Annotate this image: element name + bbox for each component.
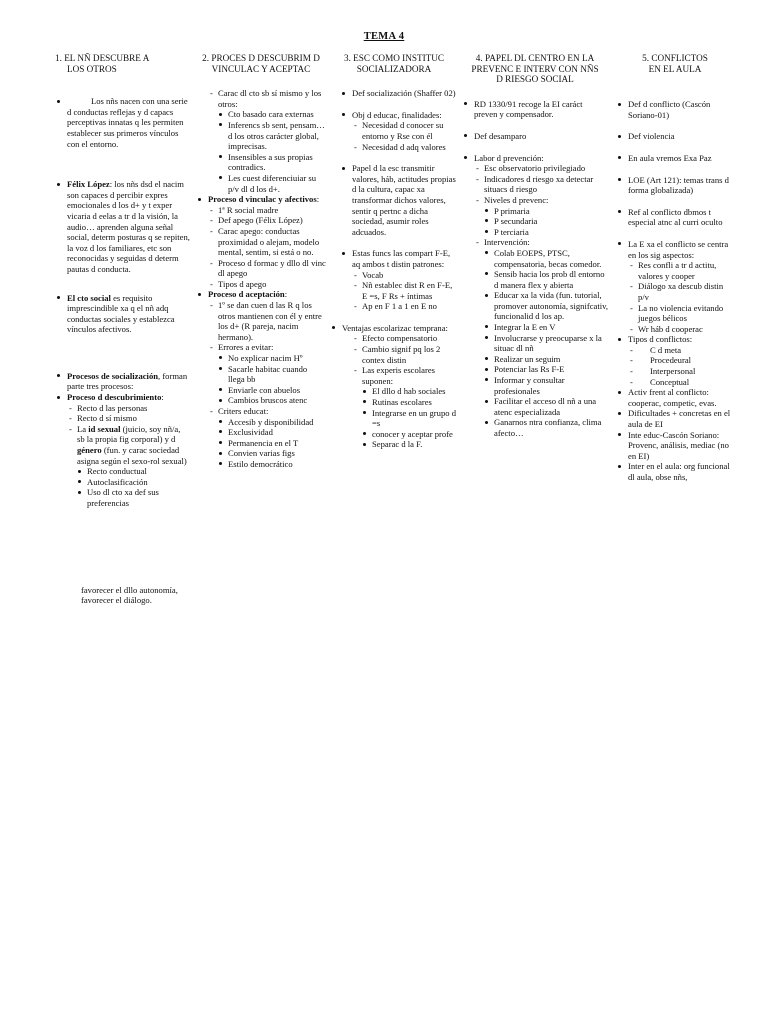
item-no-violencia: - La no violencia evitando juegos bélicos bbox=[626, 303, 734, 324]
item-separac: Separac d la F. bbox=[360, 439, 458, 450]
item-recto-personas: - Recto d las personas bbox=[65, 403, 190, 414]
column-5-heading-line-2: EN EL AULA bbox=[648, 63, 702, 74]
item-estilo-democratico: Estilo democrático bbox=[216, 459, 326, 470]
felix-lopez-text: : los nñs dsd el nacim son capaces d percibir expres emocionales d los d+ y t exper vicaria d eelas a tr d la visión, la audio… aprenden alguna señal social, determ posturas q se repiten, la voz d los familiares, etc son reconocidas y seguidas d determ pautas d conducta. bbox=[67, 179, 190, 274]
id-sexual-post: (fun. y carac sociedad asigna según el sexo-rol sexual) bbox=[77, 445, 187, 466]
item-efecto-compensatorio: - Efecto compensatorio bbox=[350, 333, 458, 344]
tail-line-1: favorecer el dllo autonomía, bbox=[81, 584, 178, 595]
item-esc-observatorio: - Esc observatorio privilegiado bbox=[472, 163, 608, 174]
column-4-heading-line-2: PREVENC E INTERV CON NÑS bbox=[471, 63, 599, 74]
item-proceso-formac: - Proceso d formac y dllo dl vinc dl apego bbox=[206, 258, 326, 279]
bullet-def-socializacion: Def socialización (Shaffer 02) bbox=[340, 88, 458, 99]
item-tipos-apego: - Tipos d apego bbox=[206, 279, 326, 290]
intro-text: Los nñs nacen con una serie d conductas reflejas y d capacs perceptivas innatas q les permiten establecer sus primeros vínculos con el entorno. bbox=[67, 96, 188, 149]
item-res-confli: - Res confli a tr d actitu, valores y cooper bbox=[626, 260, 734, 281]
column-1-heading bbox=[55, 53, 190, 74]
item-integrarse: Integrarse en un grupo d =s bbox=[360, 408, 458, 429]
bullet-inte-educ: Inte educ-Cascón Soriano: Provenc, análisis, mediac (no en EI) bbox=[616, 430, 734, 462]
document-title: TEMA 4 bbox=[363, 31, 405, 42]
item-realizar-seguim: Realizar un seguim bbox=[482, 354, 608, 365]
item-errores-evitar: - Errores a evitar: bbox=[206, 342, 326, 353]
bullet-intro bbox=[55, 96, 190, 149]
item-def-apego: - Def apego (Félix López) bbox=[206, 215, 326, 226]
column-5-heading-line-1: 5. CONFLICTOS bbox=[642, 53, 708, 63]
bullet-cto-social bbox=[55, 293, 190, 335]
item-intervencion: - Intervención: bbox=[472, 237, 608, 248]
item-les-cuest: Les cuest diferenciuiar su p/v dl d los d+. bbox=[216, 173, 326, 194]
bullet-activ-frent: Activ frent al conflicto: cooperac, competic, evas. bbox=[616, 387, 734, 408]
bullet-papel-esc: Papel d la esc transmitir valores, háb, actitudes propias d la cultura, capac xa transformar dichos valores, sentir q pertnc a dicha sociedad, asumir roles adcuados. bbox=[340, 163, 458, 237]
bullet-def-violencia: Def violencia bbox=[616, 131, 734, 142]
bullet-labor-prevencion: Labor d prevención: bbox=[462, 153, 608, 164]
column-3-heading-line-2: SOCIALIZADORA bbox=[356, 63, 432, 74]
column-4-heading-line-3: D RIESGO SOCIAL bbox=[496, 74, 574, 85]
bullet-ref-conflicto: Ref al conflicto dbmos t especial atnc al curri oculto bbox=[616, 207, 734, 228]
item-cto-basado: Cto basado cara externas bbox=[216, 109, 326, 120]
item-indicadores: - Indicadores d riesgo xa detectar situacs d riesgo bbox=[472, 174, 608, 195]
item-rutinas: Rutinas escolares bbox=[360, 397, 458, 408]
proceso-vinculac-colon: : bbox=[316, 194, 320, 205]
proceso-aceptacion-colon: : bbox=[284, 289, 288, 300]
genero-label: género bbox=[77, 445, 102, 456]
id-sexual-mid: (juicio, soy nñ/a, sb la propia fig corporal) y d bbox=[77, 423, 181, 445]
proceso-vinculac-label: Proceso d vinculac y afectivos bbox=[208, 194, 317, 205]
bullet-proceso-aceptacion bbox=[196, 289, 326, 300]
item-conocer-profe: conocer y aceptar profe bbox=[360, 429, 458, 440]
bullet-tipos-conflictos: Tipos d conflictos: bbox=[616, 334, 734, 345]
procesos-text: , forman parte tres procesos: bbox=[67, 370, 188, 392]
item-integrar-e-v: Integrar la E en V bbox=[482, 322, 608, 333]
item-uso-cto: Uso dl cto xa def sus preferencias bbox=[75, 487, 190, 508]
item-sacarle-habitac: Sacarle habitac cuando llega bb bbox=[216, 364, 326, 385]
item-necesidad-conocer: - Necesidad d conocer su entorno y Rse con él bbox=[350, 120, 458, 141]
column-5 bbox=[616, 53, 734, 483]
column-2-heading bbox=[196, 53, 326, 74]
item-carac-apego: - Carac apego: conductas proximidad o alejam, modelo mental, sentim, si está o no. bbox=[206, 226, 326, 258]
item-cambio-signif: - Cambio signif pq los 2 contex distin bbox=[350, 344, 458, 365]
proceso-descubrimiento-label: Proceso d descubrimiento bbox=[67, 392, 162, 403]
item-convien: Convien varias figs bbox=[216, 448, 326, 459]
item-nn-establec: - Nñ establec dist R en F-E, E =s, F Rs + íntimas bbox=[350, 280, 458, 301]
item-informar: Informar y consultar profesionales bbox=[482, 375, 608, 396]
item-p-terciaria: P terciaria bbox=[482, 227, 608, 238]
item-colab-eoeps: Colab EOEPS, PTSC, compensatoria, becas comedor. bbox=[482, 248, 608, 269]
item-recto-si-mismo: - Recto d sí mismo bbox=[65, 413, 190, 424]
item-insensibles: Insensibles a sus propias contradics. bbox=[216, 152, 326, 173]
bullet-loe: LOE (Art 121): temas trans d forma globalizada) bbox=[616, 175, 734, 196]
cto-social-text: es requisito imprescindible xa q el nñ adq conductas sociales y establezca vínculos afectivos. bbox=[67, 292, 175, 335]
item-interpersonal: - Interpersonal bbox=[626, 366, 734, 377]
bullet-ventajas: Ventajas escolarizac temprana: bbox=[330, 323, 458, 334]
item-recto-conductual: Recto conductual bbox=[75, 466, 190, 477]
item-educar-vida: Educar xa la vida (fun. tutorial, promover autonomía, signifcativ, funcionalid d los ap. bbox=[482, 290, 608, 322]
procesos-label: Procesos de socialización bbox=[67, 370, 159, 381]
item-necesidad-valores: - Necesidad d adq valores bbox=[350, 142, 458, 153]
item-p-secundaria: P secundaria bbox=[482, 216, 608, 227]
item-enviarle-abuelos: Enviarle con abuelos bbox=[216, 385, 326, 396]
item-ganarnos: Ganarnos ntra confianza, clima afecto… bbox=[482, 417, 608, 438]
bullet-exa-paz: En aula vremos Exa Paz bbox=[616, 153, 734, 164]
item-ap-en-f: - Ap en F 1 a 1 en E no bbox=[350, 301, 458, 312]
bullet-inter-aula: Inter en el aula: org funcional dl aula, obse nñs, bbox=[616, 461, 734, 482]
item-dialogo: - Diálogo xa descub distin p/v bbox=[626, 281, 734, 302]
id-sexual-label: id sexual bbox=[88, 423, 121, 434]
bullet-felix-lopez bbox=[55, 179, 190, 274]
item-facilitar-acceso: Facilitar el acceso dl nñ a una atenc especializada bbox=[482, 396, 608, 417]
felix-lopez-label: Félix López bbox=[67, 179, 110, 190]
item-experis-escolares: - Las experis escolares suponen: bbox=[350, 365, 458, 386]
bullet-obj-educac: Obj d educac, finalidades: bbox=[340, 110, 458, 121]
bullet-estas-funcs: Estas funcs las compart F-E, aq ambos t distin patrones: bbox=[340, 248, 458, 269]
proceso-descubrimiento-colon: : bbox=[161, 392, 164, 403]
item-p-primaria: P primaria bbox=[482, 206, 608, 217]
column-4 bbox=[462, 53, 608, 439]
item-r-social-madre: - 1ª R social madre bbox=[206, 205, 326, 216]
bullet-proceso-vinculac bbox=[196, 194, 326, 205]
column-3-heading bbox=[330, 53, 458, 74]
item-c-meta: - C d meta bbox=[626, 345, 734, 356]
item-no-explicar: No explicar nacim Hº bbox=[216, 353, 326, 364]
cto-social-label: El cto social bbox=[67, 292, 111, 303]
bullet-proceso-descubrimiento bbox=[55, 392, 190, 403]
item-inferencs: Inferencs sb sent, pensam… d los otros carácter global, imprecisas. bbox=[216, 120, 326, 152]
column-1 bbox=[55, 53, 190, 606]
item-autoclasificacion: Autoclasificación bbox=[75, 477, 190, 488]
column-4-heading-line-1: 4. PAPEL DL CENTRO EN LA bbox=[475, 53, 595, 63]
id-sexual-pre: La bbox=[77, 423, 89, 434]
column-2 bbox=[196, 53, 326, 470]
item-sensib: Sensib hacia los prob dl entorno d manera flex y abierta bbox=[482, 269, 608, 290]
item-involucrarse: Involucrarse y preocuparse x la situac dl nñ bbox=[482, 333, 608, 354]
item-potenciar-rs: Potenciar las Rs F-E bbox=[482, 364, 608, 375]
column-3 bbox=[330, 53, 458, 450]
item-se-dan-cuen: - 1º se dan cuen d las R q los otros mantienen con él y entre los d+ (R pareja, nacim hermano). bbox=[206, 300, 326, 342]
item-niveles-prevenc: - Niveles d prevenc: bbox=[472, 195, 608, 206]
bullet-def-conflicto: Def d conflicto (Cascón Soriano-01) bbox=[616, 99, 734, 120]
column-1-heading-line-2: LOS OTROS bbox=[67, 63, 117, 74]
item-accesib: Accesib y disponibilidad bbox=[216, 417, 326, 428]
item-hab-cooperac: - Wr háb d cooperac bbox=[626, 324, 734, 335]
bullet-dificultades: Dificultades + concretas en el aula de EI bbox=[616, 408, 734, 429]
item-conceptual: - Conceptual bbox=[626, 377, 734, 388]
bullet-def-desamparo: Def desamparo bbox=[462, 131, 608, 142]
item-id-sexual bbox=[65, 424, 190, 466]
item-criters-educat: - Criters educat: bbox=[206, 406, 326, 417]
column-4-heading bbox=[462, 53, 608, 85]
column-3-heading-line-1: 3. ESC COMO INSTITUC bbox=[343, 53, 445, 63]
item-procedeural: - Procedeural bbox=[626, 355, 734, 366]
bullet-e-conflicto: La E xa el conflicto se centra en los sig aspectos: bbox=[616, 239, 734, 260]
proceso-aceptacion-label: Proceso d aceptación bbox=[208, 289, 285, 300]
item-exclusividad: Exclusividad bbox=[216, 427, 326, 438]
item-cambios-bruscos: Cambios bruscos atenc bbox=[216, 395, 326, 406]
tail-line-2: favorecer el diálogo. bbox=[81, 595, 152, 606]
item-vocab: - Vocab bbox=[350, 270, 458, 281]
column-1-heading-line-1: 1. EL NÑ DESCUBRE A bbox=[55, 53, 150, 63]
column-5-heading bbox=[616, 53, 734, 74]
bullet-procesos-socializacion bbox=[55, 371, 190, 392]
column-2-heading-line-1: 2. PROCES D DESCUBRIM D bbox=[202, 53, 320, 63]
item-dllo-hab: El dllo d hab sociales bbox=[360, 386, 458, 397]
item-permanencia: Permanencia en el T bbox=[216, 438, 326, 449]
bullet-rd-1330: RD 1330/91 recoge la EI caráct preven y compensador. bbox=[462, 99, 608, 120]
item-carac-cto: - Carac dl cto sb sí mismo y los otros: bbox=[206, 88, 326, 109]
column-2-heading-line-2: VINCULAC Y ACEPTAC bbox=[211, 63, 311, 74]
